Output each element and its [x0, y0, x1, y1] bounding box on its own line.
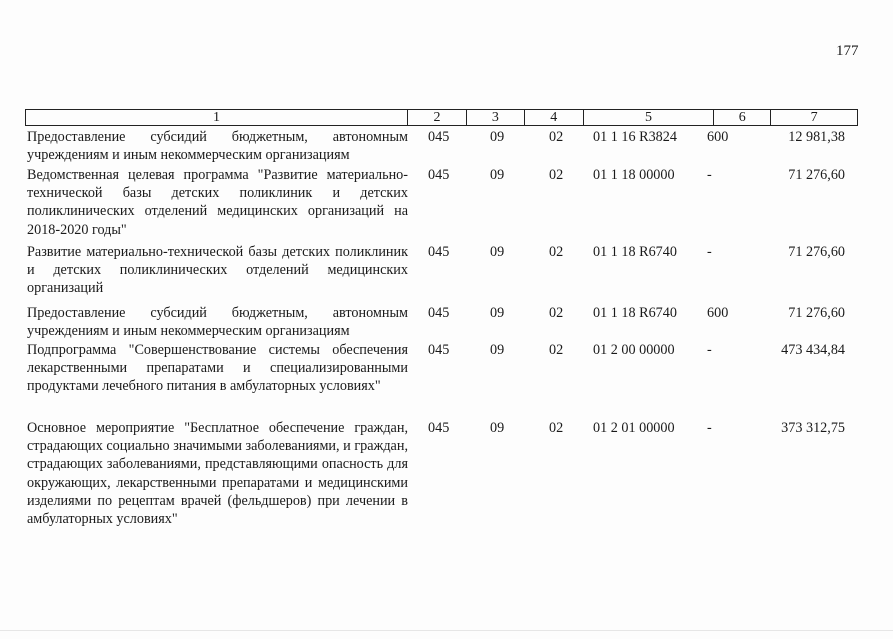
row-col-3: 09 — [490, 420, 505, 436]
row-col-5: 01 1 18 R6740 — [593, 305, 677, 321]
row-col-5: 01 2 01 00000 — [593, 420, 675, 436]
row-col-5: 01 1 18 00000 — [593, 167, 675, 183]
header-col-5: 5 — [584, 110, 715, 125]
row-col-3: 09 — [490, 342, 505, 358]
row-description: Основное мероприятие "Бесплатное обеспечение граждан, страдающих социально значимыми заболеваниями, и граждан, страдающих заболеваниями, представляющими опасность для окружающих, лекарственными препаратами и медицинскими изделиями по рецептам врачей (фельдшеров) при лечении в амбулаторных условиях" — [27, 420, 408, 528]
row-col-6: 600 — [707, 129, 729, 145]
header-col-1: 1 — [26, 110, 408, 125]
row-description: Развитие материально-технической базы детских поликлиник и детских поликлинических отделений медицинских организаций — [27, 244, 408, 297]
row-col-5: 01 1 18 R6740 — [593, 244, 677, 260]
table-header — [25, 109, 858, 126]
header-col-3: 3 — [467, 110, 525, 125]
row-col-4: 02 — [549, 305, 564, 321]
row-col-3: 09 — [490, 305, 505, 321]
row-col-3: 09 — [490, 244, 505, 260]
row-col-6: 600 — [707, 305, 729, 321]
page-number: 177 — [836, 43, 859, 59]
scan-edge — [0, 630, 893, 631]
row-col-4: 02 — [549, 244, 564, 260]
row-col-4: 02 — [549, 129, 564, 145]
row-description: Предоставление субсидий бюджетным, автономным учреждениям и иным некоммерческим организациям — [27, 305, 408, 340]
header-col-6: 6 — [714, 110, 771, 125]
row-col-2: 045 — [428, 420, 450, 436]
row-col-2: 045 — [428, 129, 450, 145]
row-col-7: 473 434,84 — [781, 342, 845, 358]
row-col-2: 045 — [428, 167, 450, 183]
row-col-7: 71 276,60 — [788, 244, 845, 260]
row-col-5: 01 2 00 00000 — [593, 342, 675, 358]
row-col-6: - — [707, 244, 712, 260]
row-col-4: 02 — [549, 167, 564, 183]
row-col-7: 71 276,60 — [788, 167, 845, 183]
row-col-2: 045 — [428, 305, 450, 321]
row-col-6: - — [707, 342, 712, 358]
row-description: Ведомственная целевая программа "Развитие материально-технической базы детских поликлиник и детских поликлинических отделений медицинских организаций на 2018-2020 годы" — [27, 167, 408, 238]
row-col-4: 02 — [549, 420, 564, 436]
row-description: Предоставление субсидий бюджетным, автономным учреждениям и иным некоммерческим организациям — [27, 129, 408, 164]
row-col-2: 045 — [428, 244, 450, 260]
row-col-5: 01 1 16 R3824 — [593, 129, 677, 145]
row-col-2: 045 — [428, 342, 450, 358]
row-description: Подпрограмма "Совершенствование системы обеспечения лекарственными препаратами и специализированными продуктами лечебного питания в амбулаторных условиях" — [27, 342, 408, 395]
header-col-7: 7 — [810, 110, 818, 125]
row-col-6: - — [707, 167, 712, 183]
header-col-2: 2 — [408, 110, 467, 125]
row-col-7: 12 981,38 — [788, 129, 845, 145]
header-col-4: 4 — [525, 110, 584, 125]
row-col-7: 373 312,75 — [781, 420, 845, 436]
row-col-7: 71 276,60 — [788, 305, 845, 321]
row-col-3: 09 — [490, 129, 505, 145]
row-col-4: 02 — [549, 342, 564, 358]
row-col-3: 09 — [490, 167, 505, 183]
row-col-6: - — [707, 420, 712, 436]
